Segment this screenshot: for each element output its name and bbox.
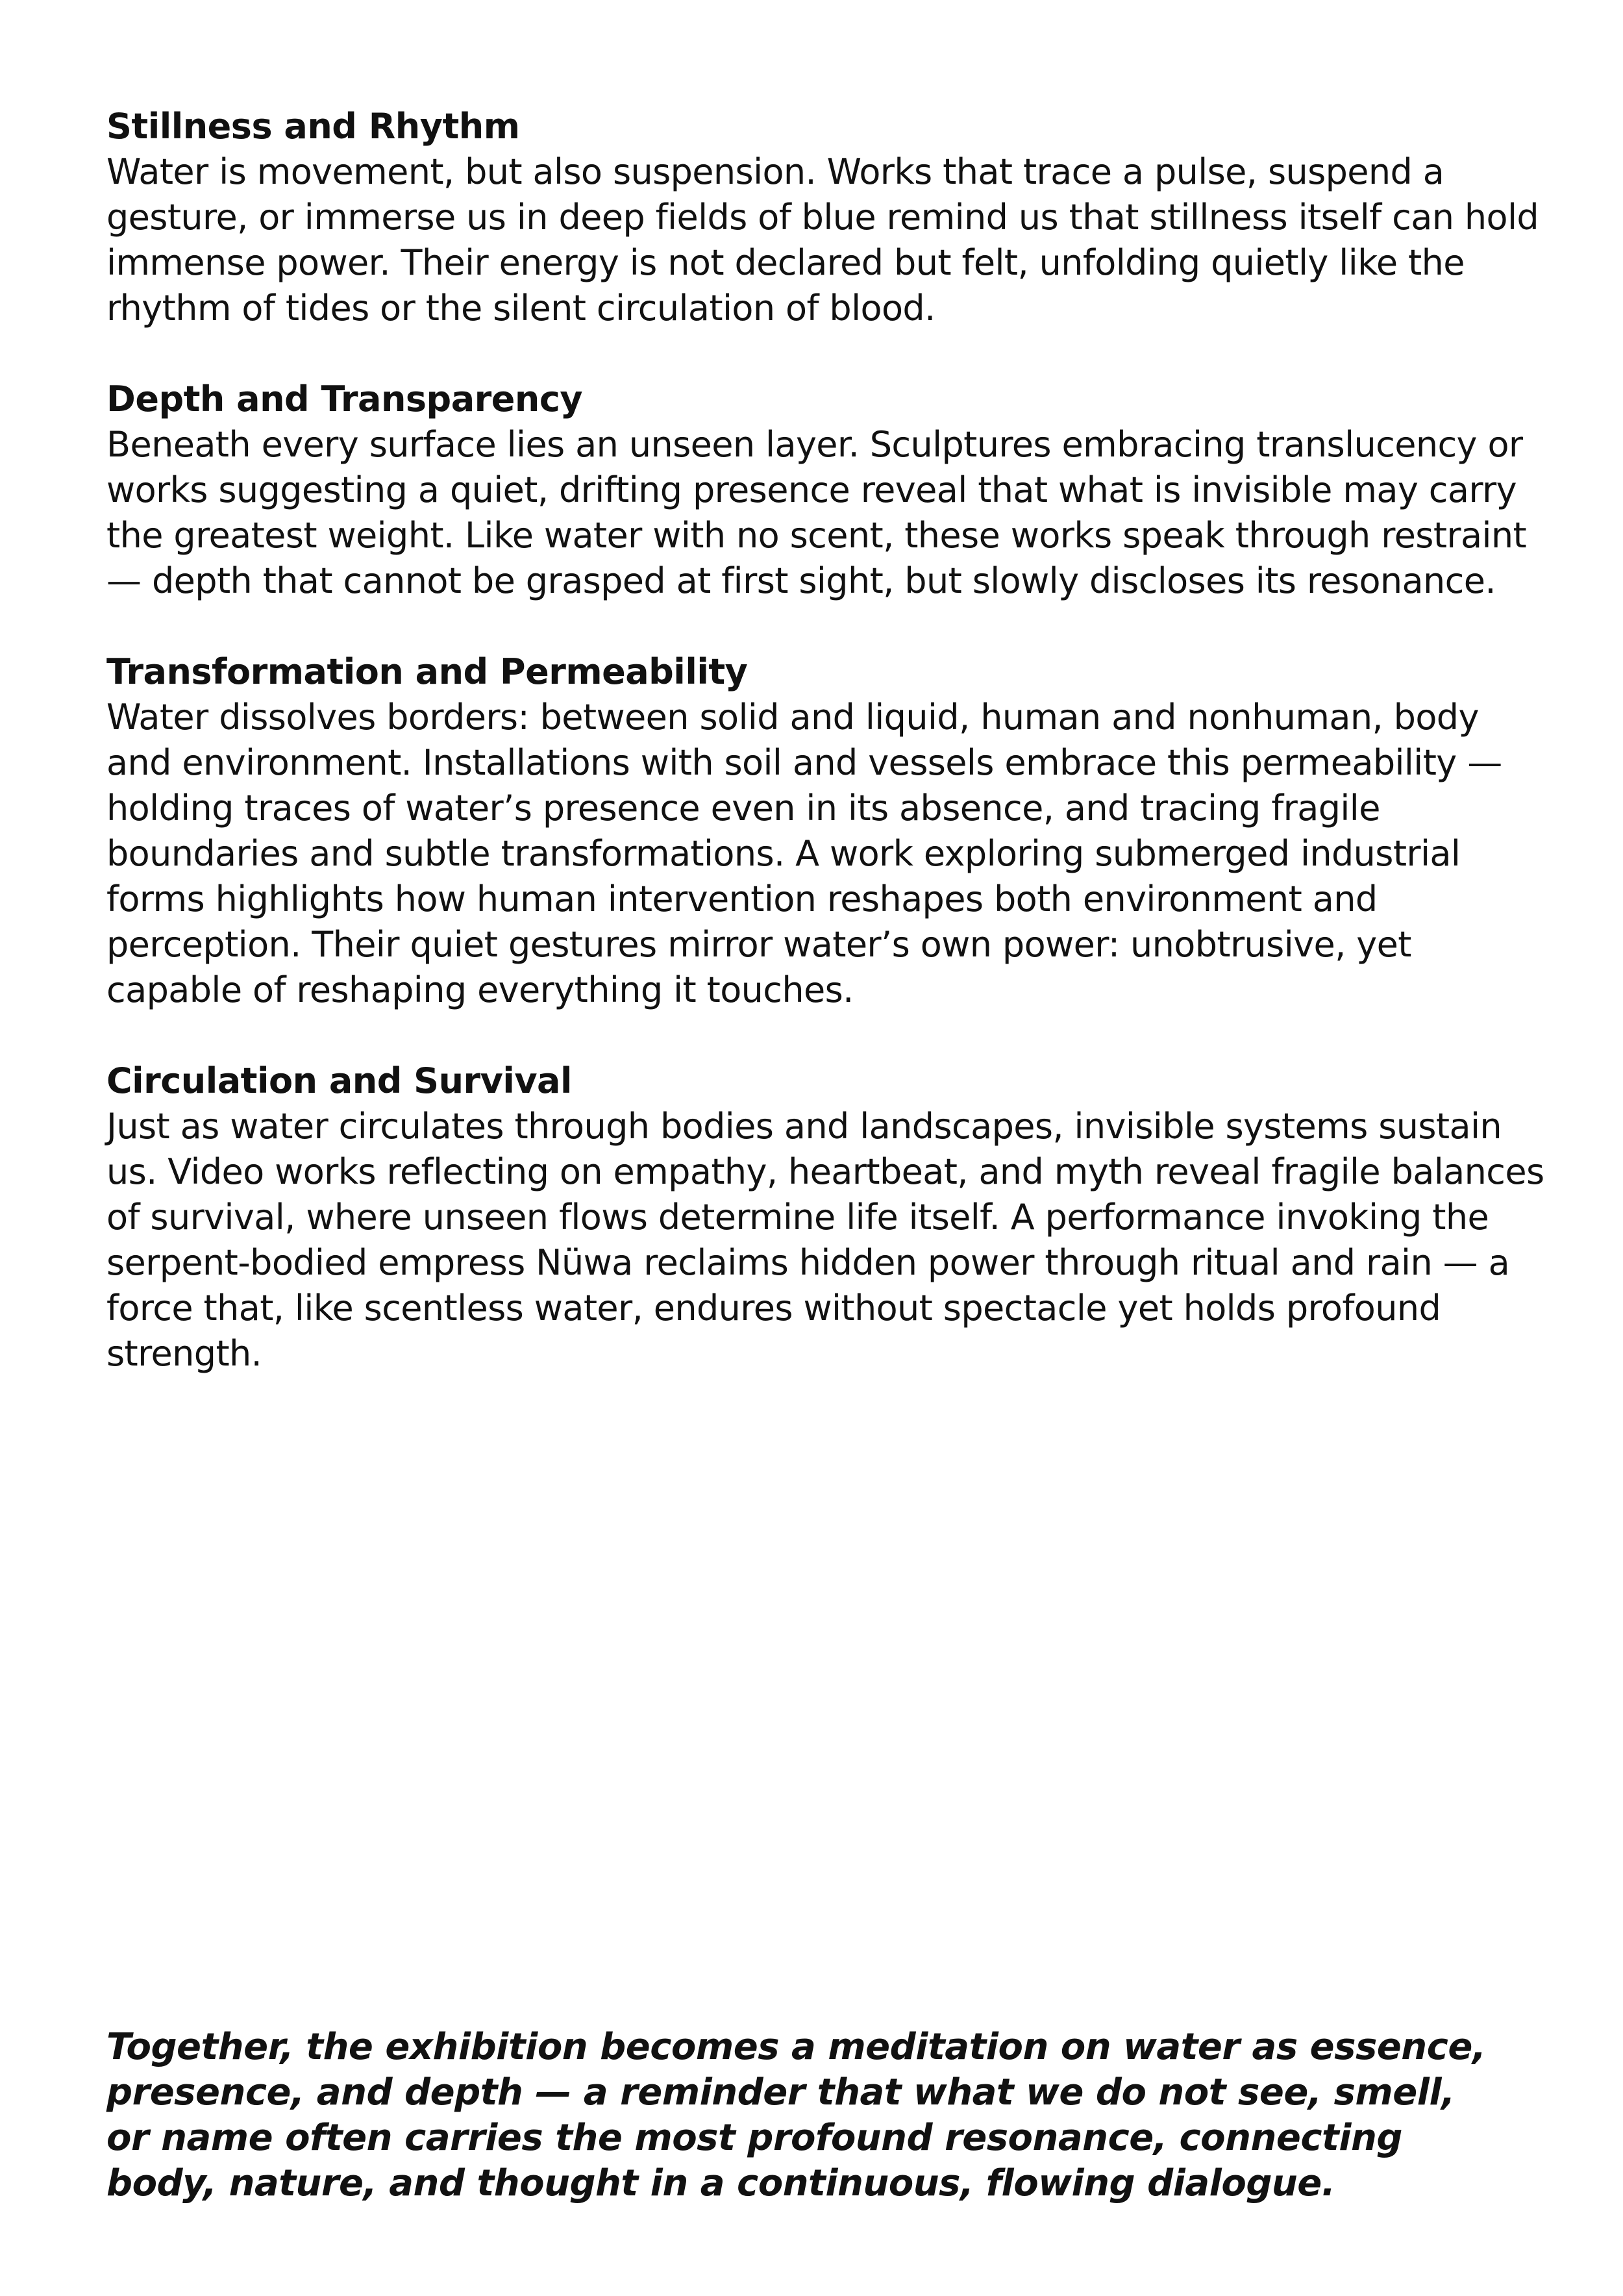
section-stillness-and-rhythm: [106, 104, 1554, 331]
section-paragraph: Water is movement, but also suspension. Works that trace a pulse, suspend a gesture, or immerse us in deep fields of blue remind us that stillness itself can hold immense power. Their energy is not declared but felt, unfolding quietly like the rhythm of tides or the silent circulation of blood.: [106, 151, 1539, 329]
section-paragraph: Water dissolves borders: between solid and liquid, human and nonhuman, body and environment. Installations with soil and vessels embrace this permeability — holding traces of water’s presence even in its absence, and tracing fragile boundaries and subtle transformations. A work exploring submerged industrial forms highlights how human intervention reshapes both environment and perception. Their quiet gestures mirror water’s own power: unobtrusive, yet capable of reshaping everything it touches.: [106, 697, 1502, 1010]
section-depth-and-transparency: [106, 377, 1554, 604]
section-paragraph: Beneath every surface lies an unseen layer. Sculptures embracing translucency or works suggesting a quiet, drifting presence reveal that what is invisible may carry the greatest weight. Like water with no scent, these works speak through restraint — depth that cannot be grasped at first sight, but slowly discloses its resonance.: [106, 424, 1527, 601]
document-page: [106, 104, 1554, 1422]
section-transformation-and-permeability: [106, 649, 1554, 1013]
section-heading: Circulation and Survival: [106, 1060, 572, 1101]
closing-statement: Together, the exhibition becomes a meditation on water as essence, presence, and depth — a reminder that what we do not see, smell, or name often carries the most profound resonance, connecting body, nature, and thought in a continuous, flowing dialogue.: [106, 2026, 1486, 2204]
section-heading: Stillness and Rhythm: [106, 106, 520, 147]
section-paragraph: Just as water circulates through bodies and landscapes, invisible systems sustain us. Video works reflecting on empathy, heartbeat, and myth reveal fragile balances of survival, where unseen flows determine life itself. A performance invoking the serpent-bodied empress Nüwa reclaims hidden power through ritual and rain — a force that, like scentless water, endures without spectacle yet holds profound strength.: [106, 1106, 1544, 1374]
section-heading: Depth and Transparency: [106, 379, 583, 419]
section-heading: Transformation and Permeability: [106, 651, 748, 692]
section-circulation-and-survival: [106, 1058, 1554, 1377]
